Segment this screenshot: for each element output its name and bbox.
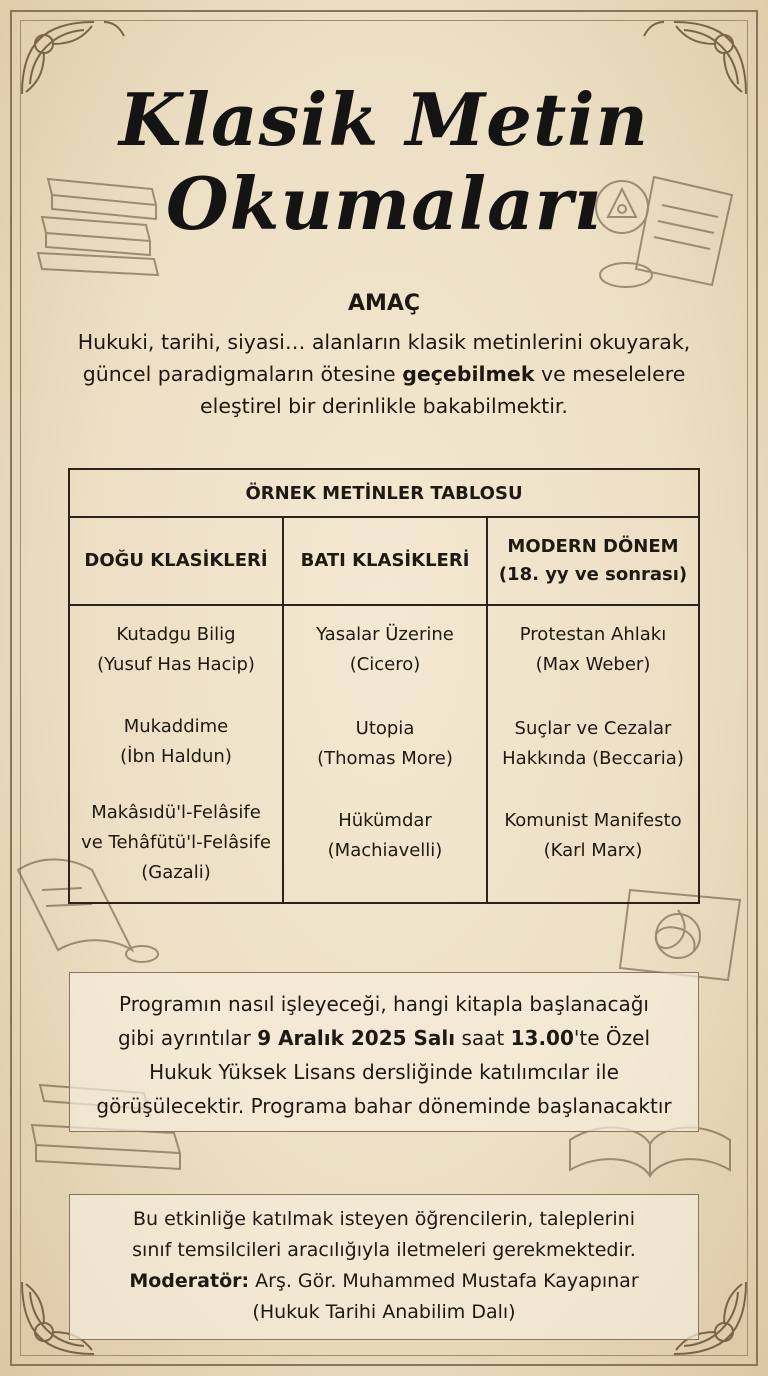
notice-time: 13.00	[510, 1026, 574, 1050]
entry-title: Komunist Manifesto	[504, 810, 682, 831]
entry-title-cont: ve Tehâfütü'l-Felâsife	[81, 832, 271, 853]
notice-text: saat	[455, 1026, 511, 1050]
notice-line: görüşülecektir. Programa bahar döneminde başlanacaktır	[96, 1094, 672, 1118]
entry-author: (Max Weber)	[535, 654, 651, 675]
entry-title: Kutadgu Bilig	[116, 624, 236, 645]
purpose-text-bold: geçebilmek	[402, 362, 535, 386]
table-entry	[488, 806, 698, 866]
column-header-modern	[488, 518, 698, 606]
table-entry	[70, 620, 282, 680]
table-entry	[70, 798, 282, 888]
notice-line	[70, 1021, 698, 1055]
table-entry	[70, 712, 282, 772]
moderator-label: Moderatör:	[129, 1270, 250, 1292]
notice-text: 'te Özel	[573, 1026, 650, 1050]
entry-title: Makâsıdü'l-Felâsife	[91, 802, 261, 823]
purpose-text-after: ve meselelere eleştirel bir derinlikle bakabilmektir.	[200, 362, 686, 418]
column-header-west	[284, 518, 488, 606]
entry-title: Suçlar ve Cezalar	[514, 718, 672, 739]
sample-texts-table	[68, 468, 700, 904]
table-entry	[488, 620, 698, 680]
entry-title: Mukaddime	[123, 716, 229, 737]
moderator-name: Arş. Gör. Muhammed Mustafa Kayapınar	[249, 1270, 639, 1292]
table-title: ÖRNEK METİNLER TABLOSU	[70, 470, 698, 518]
purpose-text	[60, 326, 708, 422]
moderator-line	[70, 1266, 698, 1297]
entry-title: Protestan Ahlakı	[519, 624, 667, 645]
schedule-notice	[69, 972, 699, 1132]
notice-date: 9 Aralık 2025 Salı	[257, 1026, 456, 1050]
notice-text: gibi ayrıntılar	[117, 1026, 258, 1050]
table-entry	[284, 714, 486, 774]
purpose-text-before: Hukuki, tarihi, siyasi… alanların klasik metinlerini okuyarak, güncel paradigmaların ötesine	[77, 330, 691, 386]
page-title-line-1: Klasik Metin	[119, 77, 649, 162]
notice-line: Programın nasıl işleyeceği, hangi kitapla başlanacağı	[119, 992, 649, 1016]
column-west-entries	[284, 606, 488, 902]
column-east-entries	[70, 606, 284, 902]
entry-author: (İbn Haldun)	[120, 746, 232, 767]
notice-line: Hukuk Yüksek Lisans dersliğinde katılımcılar ile	[149, 1060, 619, 1084]
column-header-label: MODERN DÖNEM	[507, 536, 679, 557]
entry-author: Hakkında (Beccaria)	[502, 748, 684, 769]
table-entry	[284, 806, 486, 866]
department-line: (Hukuk Tarihi Anabilim Dalı)	[252, 1301, 516, 1323]
contact-line: sınıf temsilcileri aracılığıyla iletmeleri gerekmektedir.	[132, 1239, 636, 1261]
column-header-label: BATI KLASİKLERİ	[300, 550, 470, 571]
table-entry	[488, 714, 698, 774]
entry-author: (Machiavelli)	[327, 840, 443, 861]
entry-author: (Gazali)	[141, 862, 211, 883]
participation-info	[69, 1194, 699, 1340]
table-entry	[284, 620, 486, 680]
contact-line: Bu etkinliğe katılmak isteyen öğrencilerin, taleplerini	[133, 1208, 635, 1230]
column-header-label: DOĞU KLASİKLERİ	[84, 550, 268, 571]
page-title-line-2: Okumaları	[165, 161, 603, 246]
entry-author: (Cicero)	[349, 654, 421, 675]
column-header-sublabel: (18. yy ve sonrası)	[498, 564, 688, 585]
entry-title: Utopia	[355, 718, 415, 739]
entry-title: Yasalar Üzerine	[316, 624, 454, 645]
column-header-east	[70, 518, 284, 606]
column-modern-entries	[488, 606, 698, 902]
entry-title: Hükümdar	[338, 810, 432, 831]
entry-author: (Thomas More)	[317, 748, 453, 769]
entry-author: (Karl Marx)	[543, 840, 643, 861]
purpose-heading: AMAÇ	[347, 291, 421, 316]
entry-author: (Yusuf Has Hacip)	[97, 654, 255, 675]
